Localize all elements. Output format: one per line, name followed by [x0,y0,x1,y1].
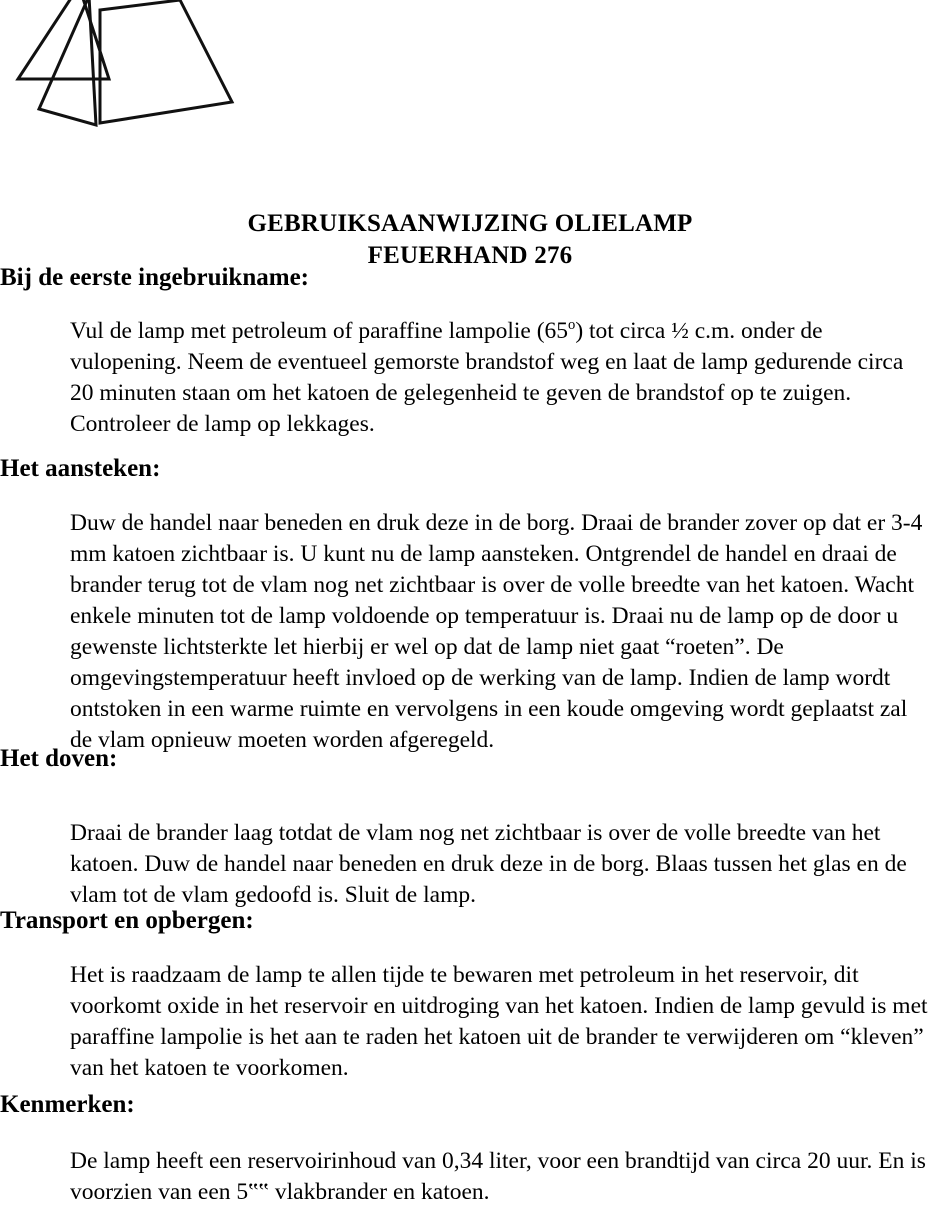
logo-shape-right-panel [100,0,232,123]
section-heading-transport: Transport en opbergen: [0,907,254,934]
section-body-extinguishing: Draai de brander laag totdat de vlam nog net zichtbaar is over de volle breedte van het katoen. Duw de handel naar beneden en druk deze in de borg. Blaas tussen het glas en de vlam tot de vlam gedoofd is. Sluit de lamp. [70,820,907,908]
section-heading-lighting: Het aansteken: [0,455,161,482]
degree-superscript: o [568,317,576,334]
first-use-text-part-2: ) tot circa ½ c.m. onder de vulopening. Neem de eventueel gemorste brandstof weg en laat de lamp gedurende circa 20 minuten staan om het katoen de gelegenheid te geven de brandstof op te zuigen. Controleer de lamp op lekkages. [70,318,904,437]
document-title [70,208,870,271]
title-line-2: FEUERHAND 276 [367,241,573,269]
title-line-1: GEBRUIKSAANWIJZING OLIELAMP [247,210,693,237]
feuerhand-tent-logo [14,0,254,142]
section-heading-features: Kenmerken: [0,1091,135,1118]
logo-shape-mid-triangle [39,0,96,125]
section-body-first-use [70,316,928,440]
section-body-features: De lamp heeft een reservoirinhoud van 0,34 liter, voor een brandtijd van circa 20 uur. En is voorzien van een 5‟‟ vlakbrander en katoen. [70,1148,926,1205]
section-body-lighting: Duw de handel naar beneden en druk deze in de borg. Draai de brander zover op dat er 3-4 mm katoen zichtbaar is. U kunt nu de lamp aansteken. Ontgrendel de handel en draai de brander terug tot de vlam nog net zichtbaar is over de volle breedte van het katoen. Wacht enkele minuten tot de lamp voldoende op temperatuur is. Draai nu de lamp op de door u gewenste lichtsterkte let hierbij er wel op dat de lamp niet gaat “roeten”. De omgevingstemperatuur heeft invloed op de werking van de lamp. Indien de lamp wordt ontstoken in een warme ruimte en vervolgens in een koude omgeving wordt geplaatst zal de vlam opnieuw moeten worden afgeregeld. [70,510,923,753]
section-body-transport: Het is raadzaam de lamp te allen tijde te bewaren met petroleum in het reservoir, dit voorkomt oxide in het reservoir en uitdroging van het katoen. Indien de lamp gevuld is met paraffine lampolie is het aan te raden het katoen uit de brander te verwijderen om “kleven” van het katoen te voorkomen. [70,962,928,1081]
section-heading-first-use: Bij de eerste ingebruikname: [0,264,309,291]
first-use-text-part-1: Vul de lamp met petroleum of paraffine lampolie (65 [70,318,569,344]
section-heading-extinguishing: Het doven: [0,745,118,772]
logo-shape-left-triangle [18,0,109,79]
